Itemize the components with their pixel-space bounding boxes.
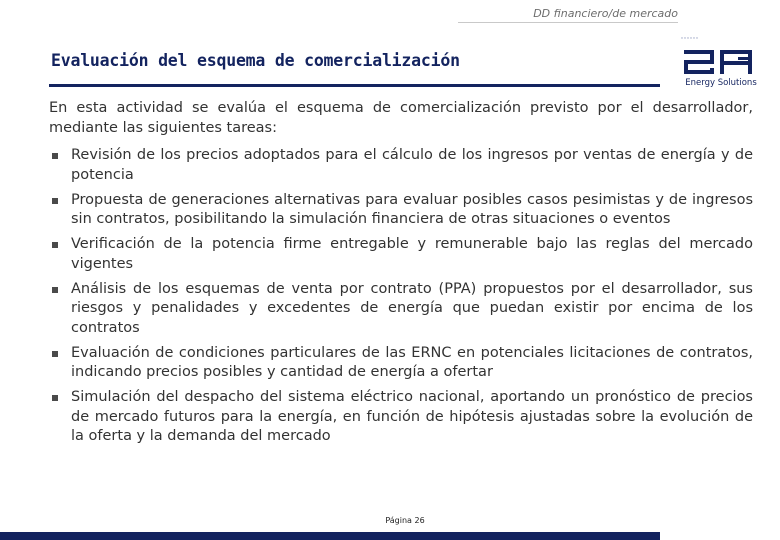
list-item: [49, 191, 753, 230]
title-underline: [49, 84, 660, 87]
logo-tagline: Energy Solutions: [685, 78, 757, 88]
list-item: [49, 388, 753, 447]
task-text: Evaluación de condiciones particulares de las ERNC en potenciales licitaciones de contratos, indicando precios posibles y cantidad de energía a ofertar: [71, 344, 753, 380]
task-text: Revisión de los precios adoptados para el cálculo de los ingresos por ventas de energía y de potencia: [71, 147, 753, 183]
bullet-square-icon: [52, 287, 58, 293]
page-number: Página 26: [385, 516, 425, 525]
bullet-square-icon: [52, 153, 58, 159]
intro-paragraph: En esta actividad se evalúa el esquema de comercialización previsto por el desarrollador, mediante las siguientes tareas:: [49, 100, 753, 136]
task-list: [49, 146, 753, 447]
footer-bar: [0, 532, 660, 540]
task-text: Propuesta de generaciones alternativas para evaluar posibles casos pesimistas y de ingresos sin contratos, posibilitando la simulación financiera de otras situaciones o eventos: [71, 191, 753, 227]
page-title: Evaluación del esquema de comercialización: [51, 51, 460, 70]
ba-logo-icon: [678, 24, 760, 78]
header-section-label: DD financiero/de mercado: [533, 7, 678, 20]
bullet-square-icon: [52, 395, 58, 401]
bullet-square-icon: [52, 242, 58, 248]
header-divider: [458, 22, 678, 23]
list-item: [49, 280, 753, 339]
task-text: Análisis de los esquemas de venta por contrato (PPA) propuestos por el desarrollador, sus riesgos y penalidades y excedentes de energía que puedan existir por encima de los contratos: [71, 280, 753, 336]
list-item: [49, 146, 753, 185]
task-text: Simulación del despacho del sistema eléctrico nacional, aportando un pronóstico de precios de mercado futuros para la energía, en función de hipótesis ajustadas sobre la evolución de la oferta y la demanda del mercado: [71, 389, 753, 444]
list-item: [49, 344, 753, 383]
bullet-square-icon: [52, 198, 58, 204]
task-text: Verificación de la potencia firme entregable y remunerable bajo las reglas del mercado vigentes: [71, 236, 753, 272]
content-body: [49, 99, 753, 452]
bullet-square-icon: [52, 351, 58, 357]
list-item: [49, 235, 753, 274]
